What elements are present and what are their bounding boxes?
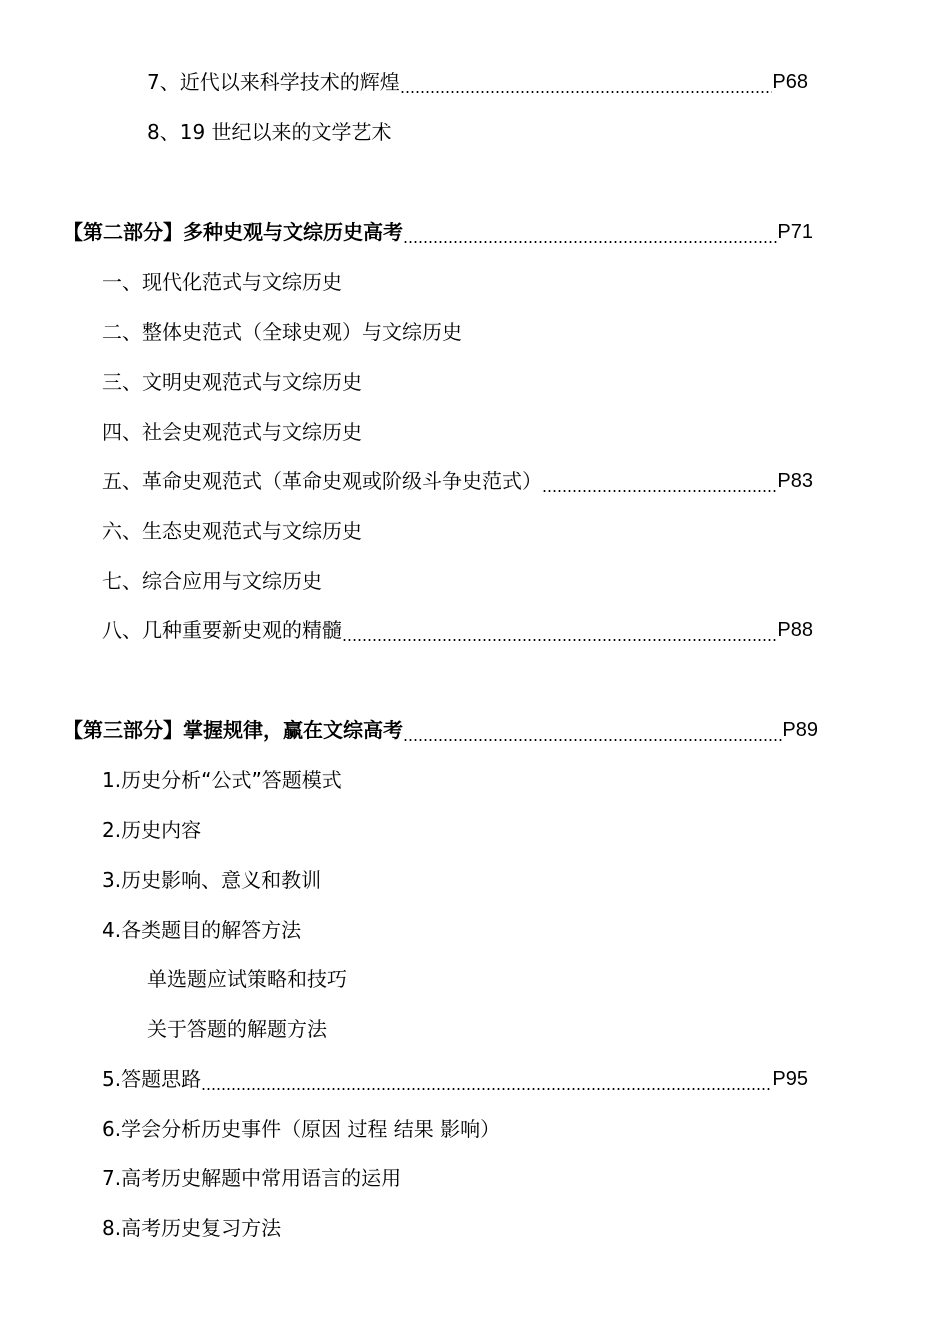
toc-entry-label: 5.答题思路 bbox=[102, 1067, 202, 1091]
toc-entry[interactable] bbox=[102, 417, 362, 447]
toc-entry-page: P88 bbox=[777, 619, 813, 641]
toc-entry-label: 关于答题的解题方法 bbox=[147, 1017, 327, 1041]
toc-entry[interactable] bbox=[102, 915, 301, 945]
toc-entry[interactable] bbox=[102, 267, 342, 297]
section-heading-page: P89 bbox=[782, 719, 818, 741]
toc-entry-page: P95 bbox=[772, 1068, 808, 1090]
toc-entry-label: 1.历史分析“公式”答题模式 bbox=[102, 768, 342, 792]
toc-entry[interactable] bbox=[102, 317, 462, 347]
section-heading-part2[interactable] bbox=[63, 217, 813, 247]
toc-entry[interactable] bbox=[102, 566, 322, 596]
leader-dots bbox=[201, 1068, 772, 1090]
toc-subentry[interactable] bbox=[147, 964, 347, 994]
leader-dots bbox=[403, 719, 782, 741]
toc-entry-label: 单选题应试策略和技巧 bbox=[147, 967, 347, 991]
toc-entry[interactable] bbox=[102, 765, 342, 795]
section-heading-page: P71 bbox=[777, 221, 813, 243]
toc-entry-label: 7.高考历史解题中常用语言的运用 bbox=[102, 1166, 402, 1190]
toc-entry-label: 四、社会史观范式与文综历史 bbox=[102, 420, 362, 444]
leader-dots bbox=[403, 221, 777, 243]
toc-entry[interactable] bbox=[102, 1163, 401, 1193]
section-heading-label: 【第二部分】多种史观与文综历史高考 bbox=[63, 220, 403, 244]
toc-entry-label: 2.历史内容 bbox=[102, 818, 202, 842]
toc-entry[interactable] bbox=[102, 367, 362, 397]
toc-entry-label: 五、革命史观范式（革命史观或阶级斗争史范式） bbox=[102, 469, 542, 493]
toc-entry-label: 8.高考历史复习方法 bbox=[102, 1216, 282, 1240]
toc-entry-label: 六、生态史观范式与文综历史 bbox=[102, 519, 362, 543]
toc-entry[interactable] bbox=[102, 615, 813, 645]
toc-entry-page: P68 bbox=[772, 71, 808, 93]
toc-entry-label: 八、几种重要新史观的精髓 bbox=[102, 618, 342, 642]
toc-entry-label: 二、整体史范式（全球史观）与文综历史 bbox=[102, 320, 462, 344]
toc-entry-label: 一、现代化范式与文综历史 bbox=[102, 270, 342, 294]
toc-entry-label: 七、综合应用与文综历史 bbox=[102, 569, 322, 593]
section-heading-part3[interactable] bbox=[63, 715, 818, 745]
toc-entry-label: 三、文明史观范式与文综历史 bbox=[102, 370, 362, 394]
toc-entry-label: 4.各类题目的解答方法 bbox=[102, 918, 302, 942]
toc-entry[interactable] bbox=[102, 1064, 808, 1094]
toc-entry-page: P83 bbox=[777, 470, 813, 492]
toc-entry-label: 3.历史影响、意义和教训 bbox=[102, 868, 322, 892]
toc-entry[interactable] bbox=[147, 117, 392, 147]
toc-entry[interactable] bbox=[102, 1114, 500, 1144]
toc-entry-label: 6.学会分析历史事件（原因 过程 结果 影响） bbox=[102, 1117, 501, 1141]
toc-entry[interactable] bbox=[102, 466, 813, 496]
toc-entry-label: 7、近代以来科学技术的辉煌 bbox=[147, 70, 400, 94]
toc-entry[interactable] bbox=[102, 1213, 281, 1243]
toc-entry[interactable] bbox=[102, 815, 201, 845]
section-heading-label: 【第三部分】掌握规律，赢在文综高考 bbox=[63, 718, 403, 742]
leader-dots bbox=[342, 619, 777, 641]
toc-entry[interactable] bbox=[102, 865, 321, 895]
toc-entry-label: 8、19 世纪以来的文学艺术 bbox=[147, 120, 392, 144]
toc-entry[interactable] bbox=[102, 516, 362, 546]
leader-dots bbox=[542, 470, 777, 492]
toc-subentry[interactable] bbox=[147, 1014, 327, 1044]
toc-entry[interactable] bbox=[147, 67, 808, 97]
leader-dots bbox=[400, 71, 773, 93]
